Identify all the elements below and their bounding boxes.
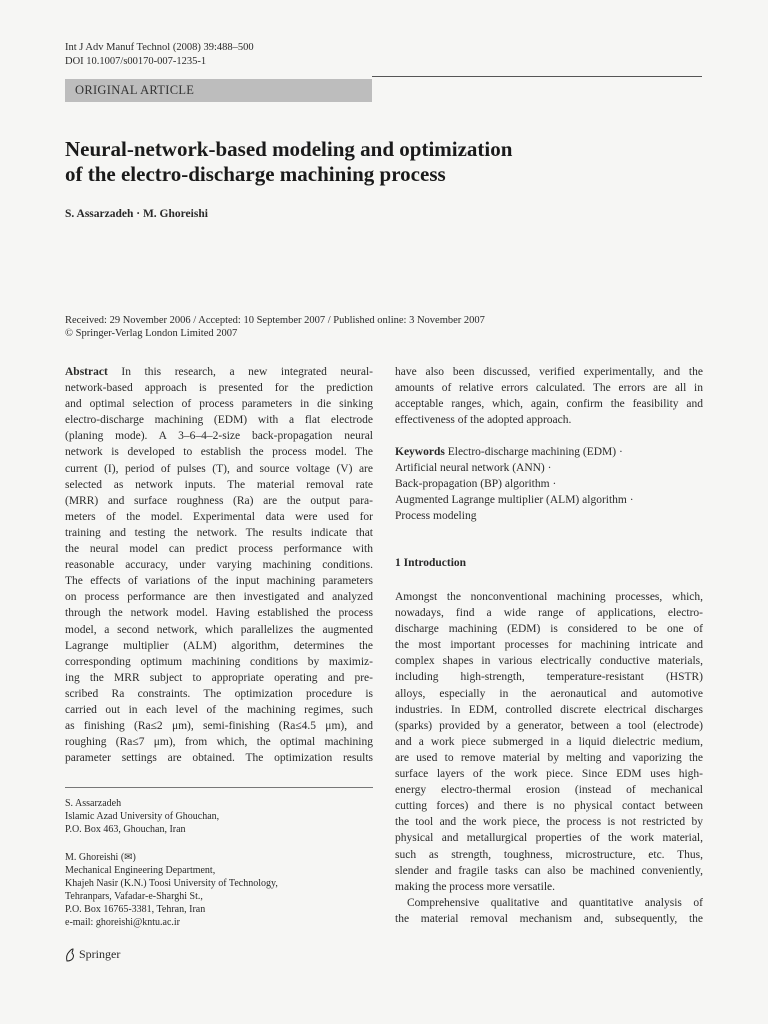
keywords-label: Keywords: [395, 446, 445, 458]
body-line: industries. In EDM, controlled discrete electrical discharges: [395, 703, 703, 716]
body-line: and a work piece submerged in a liquid dielectric medium,: [395, 735, 703, 748]
body-line: Comprehensive qualitative and quantitative analysis of: [407, 896, 703, 909]
abstract-line: roughing (Ra≤7 μm), from which, the optimal machining: [65, 736, 373, 749]
affiliation-line: P.O. Box 16765-3381, Tehran, Iran: [65, 904, 206, 915]
publisher-footer: [65, 947, 120, 962]
body-line: are used to remove material by melting and vaporizing the: [395, 751, 703, 764]
abstract-line: on process performance are then investigated and analyzed: [65, 591, 373, 604]
article-type-banner: ORIGINAL ARTICLE: [65, 79, 372, 102]
abstract-line: reasonable accuracy, under varying machining conditions.: [65, 559, 373, 572]
email-link[interactable]: e-mail: ghoreishi@kntu.ac.ir: [65, 917, 181, 928]
affiliation-line: P.O. Box 463, Ghouchan, Iran: [65, 824, 186, 835]
affiliation-author-2: [65, 851, 373, 929]
abstract-continued: [395, 364, 703, 428]
body-line: complex shapes in various electrically conductive materials,: [395, 655, 703, 668]
keyword-line: Keywords Electro-discharge machining (EDM) ·: [395, 446, 623, 458]
body-line: the most important processes for machining intricate and: [395, 639, 703, 652]
keywords-block: [395, 444, 703, 524]
affiliation-line: Islamic Azad University of Ghouchan,: [65, 811, 220, 822]
publisher-name: Springer: [79, 947, 121, 961]
body-line: Amongst the nonconventional machining processes, which,: [395, 591, 703, 603]
keyword-line: Process modeling: [395, 510, 477, 523]
date-history: Received: 29 November 2006 / Accepted: 10 September 2007 / Published online: 3 November 2007: [65, 315, 485, 326]
body-line: such as strength, toughness, microstructure, etc. Thus,: [395, 848, 703, 861]
body-line: the material removal mechanism and, subsequently, the: [395, 912, 703, 925]
article-title: [65, 137, 705, 187]
abstract-line: and optimal selection of process parameters in die sinking: [65, 398, 373, 411]
affiliation-author-1: [65, 797, 373, 836]
keyword-line: Back-propagation (BP) algorithm ·: [395, 478, 557, 491]
body-line: physical and metallurgical properties of the work material,: [395, 832, 703, 845]
abstract-line: network-based approach is presented for the prediction: [65, 382, 373, 395]
body-line: the tool and the work piece, the process is not restricted by: [395, 816, 703, 829]
abstract-label: Abstract: [65, 366, 108, 378]
abstract-line: through the network model. Having established the process: [65, 607, 373, 620]
abstract-line: current (I), period of pulses (T), and source voltage (V) are: [65, 462, 373, 475]
abstract-line: the neural model can predict process performance with: [65, 543, 373, 556]
abstract-line: scribed Ra constraints. The optimization procedure is: [65, 687, 373, 700]
abstract-line: acceptable ranges, which, again, confirm the feasibility and: [395, 398, 703, 411]
affiliation-line: M. Ghoreishi (✉): [65, 852, 136, 863]
abstract-line: (MRR) and surface roughness (Ra) are the output para-: [65, 494, 373, 507]
body-line: including high-strength, temperature-resistant (HSTR): [395, 671, 703, 684]
abstract-line: training and testing the network. The results indicate that: [65, 526, 373, 539]
abstract-line: Abstract In this research, a new integrated neural-: [65, 366, 373, 378]
body-line: discharge machining (EDM) is considered to be one of: [395, 623, 703, 636]
body-line: slender and fragile tasks can also be machined conveniently,: [395, 864, 703, 877]
springer-horse-icon: [65, 948, 75, 962]
title-line: Neural-network-based modeling and optimization: [65, 137, 513, 161]
abstract-line: corresponding optimum machining conditions by maximiz-: [65, 655, 373, 668]
abstract-line: have also been discussed, verified experimentally, and the: [395, 366, 703, 378]
abstract-line: electro-discharge machining (EDM) with a flat electrode: [65, 414, 373, 427]
body-line: nowadays, find a wide range of applications, electro-: [395, 607, 703, 620]
abstract-line: model, a second network, which parallelizes the augmented: [65, 623, 373, 636]
affiliation-line: Tehranpars, Vafadar-e-Sharghi St.,: [65, 891, 203, 902]
body-line: cutting forces) and there is no physical contact between: [395, 800, 703, 813]
affiliation-line: S. Assarzadeh: [65, 798, 122, 809]
title-line: of the electro-discharge machining process: [65, 162, 446, 186]
keyword-line: Artificial neural network (ANN) ·: [395, 462, 552, 475]
affiliation-line: Mechanical Engineering Department,: [65, 865, 216, 876]
body-line: surface layers of the work piece. Since EDM uses high-: [395, 768, 703, 781]
abstract-line: selected as network inputs. The material removal rate: [65, 478, 373, 491]
abstract-line: Lagrange multiplier (ALM) algorithm, determines the: [65, 639, 373, 652]
keyword-line: Augmented Lagrange multiplier (ALM) algorithm ·: [395, 494, 634, 507]
abstract-line: parameter settings are obtained. The optimization results: [65, 752, 373, 765]
body-line: energy electro-thermal erosion (instead of mechanical: [395, 784, 703, 797]
journal-citation: Int J Adv Manuf Technol (2008) 39:488–500: [65, 42, 254, 53]
abstract-line: effectiveness of the adopted approach.: [395, 414, 572, 427]
abstract-line: network is developed to establish the process model. The: [65, 446, 373, 459]
body-line: making the process more versatile.: [395, 880, 555, 893]
footnote-rule: [65, 787, 373, 788]
abstract-block: [65, 364, 373, 766]
journal-doi[interactable]: DOI 10.1007/s00170-007-1235-1: [65, 56, 207, 67]
publication-dates: [65, 314, 485, 340]
abstract-line: meters of the model. Experimental data were used for: [65, 510, 373, 523]
journal-info: [65, 41, 254, 69]
abstract-line: carried out in each level of the machining regimes, such: [65, 703, 373, 716]
author-list: S. Assarzadeh · M. Ghoreishi: [65, 208, 208, 220]
body-line: alloys, especially in the aeronautical and automotive: [395, 687, 703, 700]
introduction-body: [395, 589, 703, 927]
copyright-notice: © Springer-Verlag London Limited 2007: [65, 328, 238, 339]
section-heading: 1 Introduction: [395, 557, 467, 569]
abstract-line: (planing mode). A 3–6–4–2-size back-propagation neural: [65, 430, 373, 443]
affiliation-line: Khajeh Nasir (K.N.) Toosi University of Technology,: [65, 878, 278, 889]
abstract-line: amounts of relative errors calculated. The errors are all in: [395, 382, 703, 395]
abstract-line: ing the MRR subject to appropriate operating and pre-: [65, 671, 373, 684]
body-line: (sparks) provided by a generator, between a tool (electrode): [395, 719, 703, 732]
abstract-line: as finishing (Ra≤2 μm), semi-finishing (Ra≤4.5 μm), and: [65, 720, 373, 733]
abstract-line: The effects of variations of the input machining parameters: [65, 575, 373, 588]
header-rule: [372, 76, 702, 77]
